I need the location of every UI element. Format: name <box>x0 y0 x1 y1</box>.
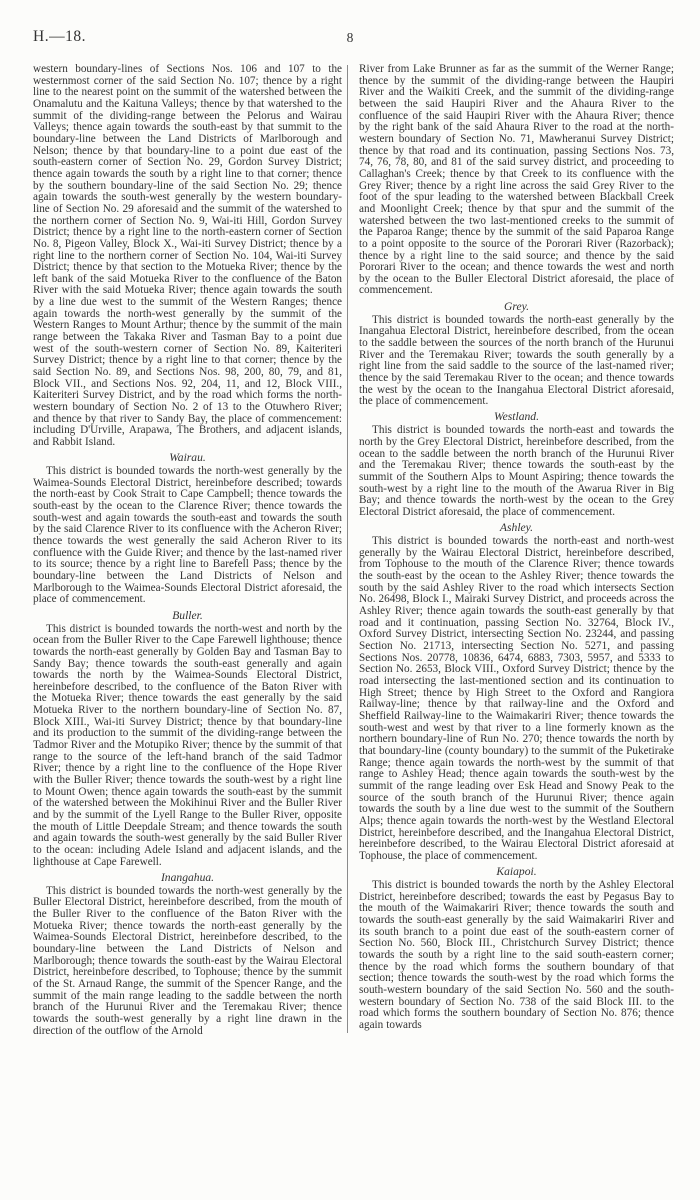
district-paragraph-ashley: This district is bounded towards the north-east and north-west generally by the Wairau Electoral District, hereinbefore described, from Tophouse to the mouth of the Clarence River; thence towards the south-east by the ocean to the Ashley River; thence towards the south by the said Ashley River to the road which intersects Section No. 26498, Block I., Mairaki Survey District, and proceeds across the Ashley River; thence again towards the south-east generally by that road and it continuation, passing Section No. 32764, Block IV., Oxford Survey District, intersecting Section No. 23244, and passing Section No. 21713, intersecting Section No. 5271, and passing Sections Nos. 20778, 10836, 6474, 6883, 7303, 5957, and 5333 to Section No. 2653, Block VIII., Oxford Survey District; thence by the road intersecting the last-mentioned section and its continuation to High Street; thence by High Street to the Oxford and Rangiora Railway-line; thence by that railway-line and the Oxford and Sheffield Railway-line to the Waimakariri River; thence towards the south-west and west by that river to a line formerly known as the northern boundary-line of Run No. 270; thence towards the north by that boundary-line (county boundary) to the summit of the Puketirake Range; thence again towards the north-west by the summit of that range to Ashley Head; thence again towards the south-west by the summit of the range leading over Esk Head and Snowy Peak to the source of the south branch of the Hurunui River; thence again towards the south by a line due west to the summit of the Southern Alps; thence again towards the north-west by the Westland Electoral District, hereinbefore described, and the Inangahua Electoral District, hereinbefore described, to the Wairau Electoral District aforesaid at Tophouse, the place of commencement. <box>359 535 674 862</box>
district-heading-grey: Grey. <box>504 299 530 313</box>
two-column-text-block <box>33 64 674 1037</box>
district-paragraph-kaiapoi: This district is bounded towards the north by the Ashley Electoral District, hereinbefore described; towards the east by Pegasus Bay to the mouth of the Waimakariri River; thence towards the south and towards the south-east generally by the said Waimakariri River and its south branch to a point due east of the south-eastern corner of Section No. 560, Block III., Christchurch Survey District; thence towards the south by a right line to the said south-eastern corner; thence by the road which forms the southern boundary of that section; thence towards the south-west by the road which forms the south-western boundary of the said Section No. 560 and the south-western boundary of Section No. 738 of the said Block III. to the road which forms the southern boundary of Section No. 876; thence again towards <box>359 879 674 1031</box>
right-column <box>359 64 674 1037</box>
continuation-paragraph-waimea-sounds: western boundary-lines of Sections Nos. 106 and 107 to the westernmost corner of the said Section No. 107; thence by a right line to the nearest point on the summit of the watershed between the Onamalutu and the Kaituna Valleys; thence by that watershed to the summit of the dividing-range between the Pelorus and Wairau Valleys; thence again towards the south-east by that summit to the boundary-line between the Land Districts of Marlborough and Nelson; thence by that boundary-line to a point due east of the south-eastern corner of Section No. 29, Gordon Survey District; thence again towards the south by a right line to that corner; thence by the southern boundary-line of the said Section No. 29; thence again towards the south-west generally by the western boundary-line of Section No. 29 aforesaid and the summit of the watershed to the northern corner of Section No. 9, Wai-iti Hill, Gordon Survey District; thence by a right line to the north-eastern corner of Section No. 8, Pigeon Valley, Block X., Wai-iti Survey District; thence by a right line to the northern corner of Section No. 104, Wai-iti Survey District; thence by that section to the Motueka River; thence by the left bank of the said Motueka River to the confluence of the Baton River with the said Motueka River; thence again towards the south by a line due west to the summit of the Western Ranges; thence again towards the north-west generally by the summit of the Western Ranges to Mount Arthur; thence by the summit of the main range between the Takaka River and Tasman Bay to a point due west of the south-western corner of Section No. 89, Kaiteriteri Survey District; thence by a right line to that corner; thence by the said Section No. 89, and Sections Nos. 98, 200, 80, 79, and 81, Block VII., and Sections Nos. 92, 204, 11, and 12, Block VIII., Kaiteriteri Survey District, and by the road which forms the north-western boundary of Section No. 2 of 13 to the Otuwhero River; and thence by that river to Sandy Bay, the place of commencement: including D'Urville, Arapawa, The Brothers, and adjacent islands, and Rabbit Island. <box>33 63 343 448</box>
district-heading-ashley: Ashley. <box>499 521 534 535</box>
district-paragraph-westland: This district is bounded towards the north-east and towards the north by the Grey Electoral District, hereinbefore described, from the ocean to the saddle between the north branch of the Hurunui River and the Teremakau River; thence towards the south-east by the summit of the Southern Alps to Mount Aspiring; thence towards the south-west by a right line to the mouth of the Awarua River in Big Bay; and thence towards the north-west by the ocean to the Grey Electoral District aforesaid, the place of commencement. <box>359 424 674 518</box>
continuation-paragraph-inangahua: River from Lake Brunner as far as the summit of the Werner Range; thence by the summit of the dividing-range between the Haupiri River and the Waikiti Creek, and the summit of the dividing-range between the said Haupiri River and the Ahaura River to the confluence of the said Haupiri River with the Ahaura River; thence by the right bank of the said Ahaura River to the road at the north-western boundary of Section No. 71, Mawheranui Survey District; thence by that road and its continuation, passing Sections Nos. 73, 74, 76, 78, 80, and 81 of the said survey district, and proceeding to Callaghan's Creek; thence by that Creek to its confluence with the Grey River; thence by a right line across the said Grey River to the foot of the spur leading to the watershed between Blackball Creek and Moonlight Creek; thence by that spur and the summit of the watershed between the two last-mentioned creeks to the summit of the Paparoa Range; thence by the summit of the said Paparoa Range to a point opposite to the source of the Pororari River (Razorback); thence by a right line to the said source; and thence by the said Pororari River to the ocean; and thence towards the west and north by the ocean to the Buller Electoral District aforesaid, the place of commencement. <box>359 63 674 297</box>
district-heading-inangahua: Inangahua. <box>160 870 215 884</box>
page-number: 8 <box>346 30 354 45</box>
district-paragraph-buller: This district is bounded towards the north-west and north by the ocean from the Buller River to the Cape Farewell lighthouse; thence towards the north-east generally by Golden Bay and Tasman Bay to Sandy Bay; thence towards the south-east generally and again towards the north by the Waimea-Sounds Electoral District, hereinbefore described, to the confluence of the Baton River with the Motueka River; thence towards the east generally by the said Motueka River to the northern boundary-line of Section No. 87, Block XIII., Wai-iti Survey District; thence by that boundary-line and its production to the summit of the dividing-range between the Tadmor River and the Motupiko River; thence by the summit of that range to the source of the left-hand branch of the said Tadmor River; thence by a right line to the confluence of the Hope River with the Buller River; thence towards the south-west by a right line to Mount Owen; thence again towards the south-east by the summit of the watershed between the Mokihinui River and the Buller River and by the summit of the Lyell Range to the Buller River, opposite the mouth of Little Deepdale Stream; and thence towards the south and again towards the south-west generally by the said Buller River to the ocean: including Adele Island and adjacent islands, and the lighthouse at Cape Farewell. <box>33 622 343 868</box>
district-heading-kaiapoi: Kaiapoi. <box>496 865 537 878</box>
district-heading-wairau: Wairau. <box>169 451 206 465</box>
district-heading-westland: Westland. <box>494 410 539 424</box>
column-divider-rule <box>347 65 348 1033</box>
district-paragraph-inangahua: This district is bounded towards the north-west generally by the Buller Electoral District, hereinbefore described, from the mouth of the Buller River to the confluence of the Baton River with the Motueka River; thence towards the north-east generally by the Waimea-Sounds Electoral District, hereinbefore described, to the boundary-line between the Land Districts of Nelson and Marlborough; thence towards the south-east by the Wairau Electoral District, hereinbefore described, to Tophouse; thence by the summit of the St. Arnaud Range, the summit of the Spencer Range, and the summit of the main range leading to the saddle between the north branch of the Hurunui River and the Teremakau River; thence towards the south-west generally by a right line drawn in the direction of the outflow of the Arnold <box>33 884 343 1037</box>
district-paragraph-wairau: This district is bounded towards the north-west generally by the Waimea-Sounds Electoral District, hereinbefore described; towards the north-east by Cook Strait to Cape Campbell; thence towards the south-east by the ocean to the Clarence River; thence towards the south-west and again towards the south-east and towards the south by the said Clarence River to its confluence with the Acheron River; thence towards the west generally the said Acheron River to its confluence with the Guide River; and thence by the last-named river to its source; thence by a right line to Barefell Pass; thence by the boundary-line between the Land Districts of Nelson and Marlborough to the Waimea-Sounds Electoral District aforesaid, the place of commencement. <box>33 465 343 606</box>
paper-reference-code: H.—18. <box>33 28 86 45</box>
district-paragraph-grey: This district is bounded towards the north-east generally by the Inangahua Electoral District, hereinbefore described, from the ocean to the saddle between the sources of the north branch of the Hurunui River and the Teremakau River; towards the south generally by a right line from the said saddle to the source of the last-named river; thence by the said Teremakau River to the ocean; and thence towards the west by the ocean to the Inangahua Electoral District aforesaid, the place of commencement. <box>359 313 674 408</box>
left-column <box>33 64 342 1037</box>
district-heading-buller: Buller. <box>172 608 203 622</box>
